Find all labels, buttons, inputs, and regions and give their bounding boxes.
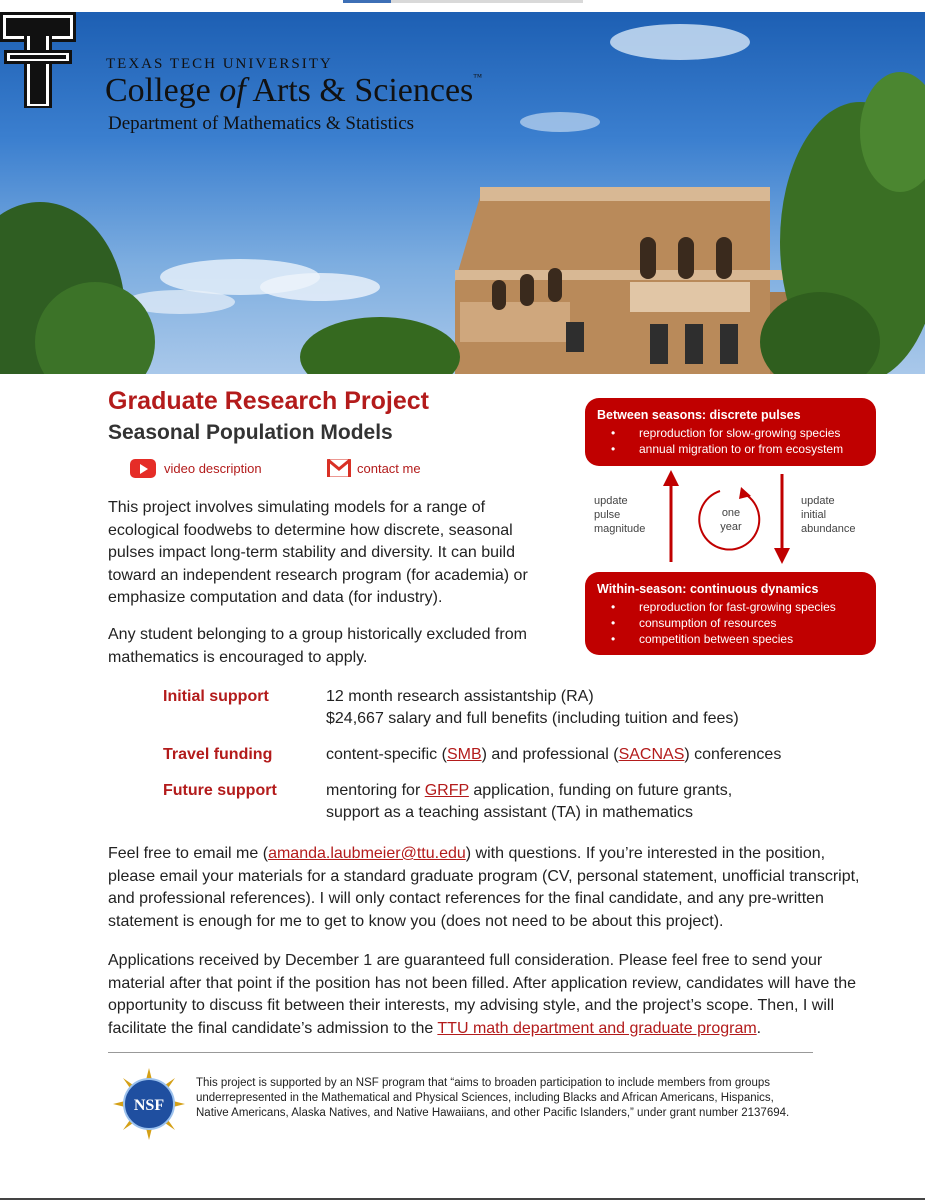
travel-funding-value — [326, 744, 806, 766]
text-span: ) and professional ( — [481, 746, 619, 763]
university-name: TEXAS TECH UNIVERSITY — [106, 56, 333, 72]
page-title: Graduate Research Project — [108, 387, 429, 415]
contact-link-label: contact me — [357, 460, 421, 476]
text-span: application, funding on future grants, — [468, 782, 733, 799]
label-line: year — [720, 521, 742, 533]
contact-me-link[interactable] — [327, 459, 421, 477]
list-item: • reproduction for fast-growing species — [639, 599, 876, 615]
top-strip — [0, 0, 925, 12]
label-line: magnitude — [594, 523, 646, 535]
encourage-paragraph: Any student belonging to a group historically excluded from mathematics is encouraged to apply. — [108, 626, 527, 666]
initial-support-value — [326, 686, 806, 730]
label-line: pulse — [594, 509, 621, 521]
list-item: • competition between species — [639, 631, 876, 647]
department-name: Department of Mathematics & Statistics — [108, 113, 415, 134]
text-span: Feel free to email me ( — [108, 845, 269, 862]
text-span: Applications received by December 1 are guaranteed full consideration. Please feel free to send your material after that point if the position has not been filled. After application review, candidates will have the opportunity to discuss fit between their interests, my advising style, and the project’s scope. Then, I will facilitate the final candidate’s admission to the — [108, 952, 856, 1037]
text-span: ) conferences — [684, 746, 782, 763]
intro-paragraph: This project involves simulating models for a range of ecological foodwebs to determine how discrete, seasonal pulses impact long-term stability and diversity. It can build toward an independent research program (for academia) or emphasize computation and data (for industry). — [108, 499, 528, 606]
list-item: • annual migration to or from ecosystem — [639, 441, 876, 457]
label-line: update — [594, 495, 628, 507]
email-link[interactable]: amanda.laubmeier@ttu.edu — [268, 845, 466, 862]
text-span: ) with questions. If you’re interested in the position, please email your materials for a standard graduate program (CV, personal statement, unofficial transcript, and professional references). I will only contact references for the final candidate, and any pre-written statement is enough for me to get to know you (does not need to be about this project). — [108, 845, 860, 930]
value-line: 12 month research assistantship (RA) — [326, 688, 594, 705]
value-line — [326, 780, 806, 802]
header-banner — [0, 12, 925, 374]
college-name — [105, 72, 482, 110]
future-support-value — [326, 780, 806, 824]
email-paragraph — [108, 843, 868, 933]
top-tab-bar — [391, 0, 583, 3]
smb-link[interactable]: SMB — [446, 746, 482, 763]
youtube-icon — [130, 459, 156, 478]
page-subtitle: Seasonal Population Models — [108, 421, 393, 444]
between-seasons-list — [585, 425, 876, 457]
college-post: Arts & Sciences — [245, 72, 474, 109]
within-season-box — [585, 572, 876, 655]
math-department-link[interactable]: TTU math department and graduate program — [437, 1019, 757, 1037]
nsf-logo-text: NSF — [133, 1097, 165, 1114]
college-pre: College — [105, 72, 220, 109]
text-span: content-specific ( — [326, 746, 447, 763]
initial-support-label: Initial support — [163, 688, 269, 705]
within-season-list — [585, 599, 876, 647]
trademark-mark: ™ — [473, 72, 483, 82]
sacnas-link[interactable]: SACNAS — [618, 746, 685, 763]
label-line: one — [721, 507, 741, 519]
between-seasons-box — [585, 398, 876, 466]
top-tab-indicator — [343, 0, 391, 3]
label-line: initial — [801, 509, 827, 521]
video-link-label: video description — [164, 461, 262, 476]
double-t-logo-icon — [0, 12, 76, 112]
gmail-icon — [327, 459, 351, 477]
travel-funding-label: Travel funding — [163, 746, 273, 763]
text-span: . — [756, 1019, 762, 1037]
college-of: of — [219, 72, 246, 109]
list-item: • reproduction for slow-growing species — [639, 425, 876, 441]
divider — [108, 1052, 813, 1053]
label-line: abundance — [801, 523, 856, 535]
nsf-acknowledgement: This project is supported by an NSF program that “aims to broaden participation to include members from groups underrepresented in the Mathematical and Physical Sciences, including Blacks and African Americans, Hispanics, Native Americans, Alaska Natives, and Native Hawaiians, and other Pacific Islanders,” under grant number 2137694. — [196, 1077, 790, 1120]
grfp-link[interactable]: GRFP — [424, 782, 469, 799]
value-line: support as a teaching assistant (TA) in mathematics — [326, 804, 693, 821]
video-description-link[interactable] — [130, 459, 262, 478]
update-abundance-label — [801, 494, 855, 536]
value-line: $24,667 salary and full benefits (including tuition and fees) — [326, 710, 739, 727]
one-year-label — [716, 506, 746, 534]
label-line: update — [801, 495, 835, 507]
list-item: • consumption of resources — [639, 615, 876, 631]
nsf-logo-icon — [113, 1068, 185, 1140]
between-seasons-heading: Between seasons: discrete pulses — [597, 408, 801, 422]
within-season-heading: Within-season: continuous dynamics — [597, 582, 819, 596]
text-span: mentoring for — [326, 782, 425, 799]
future-support-label: Future support — [163, 782, 277, 799]
deadline-paragraph — [108, 950, 868, 1040]
update-pulse-label — [594, 494, 645, 536]
